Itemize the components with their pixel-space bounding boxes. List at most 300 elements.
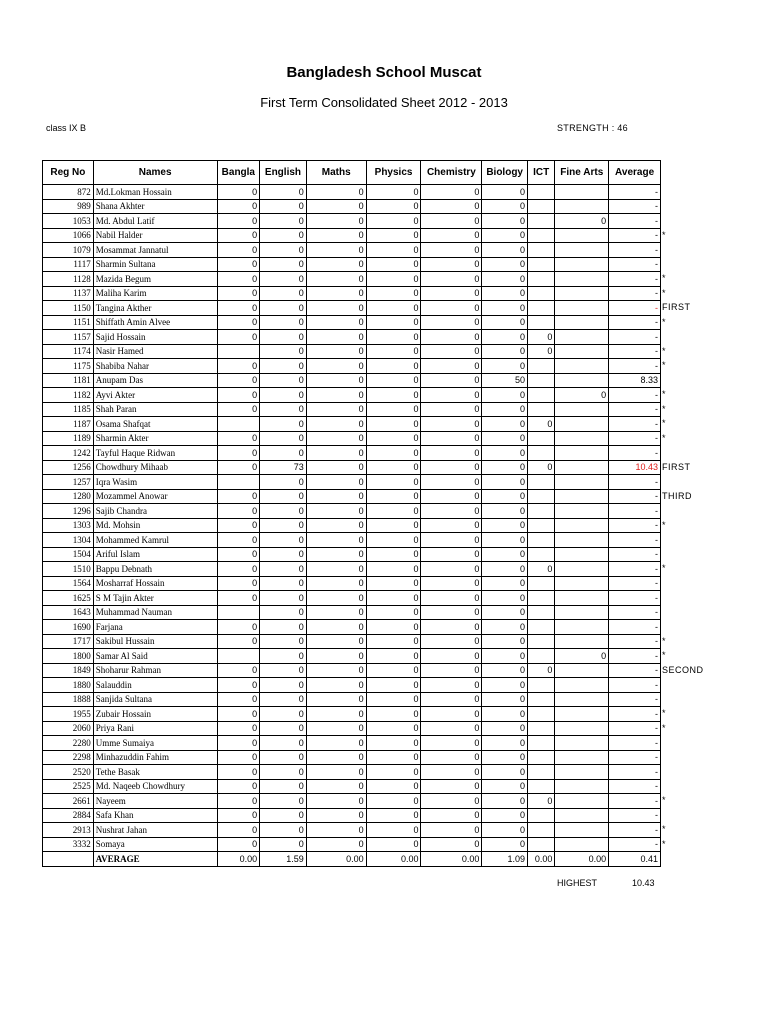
score-cell: 0 [421,620,482,635]
score-cell: 0 [421,446,482,461]
average-cell: - [609,634,661,649]
reg-no-cell: 1257 [43,475,94,490]
table-row [43,286,661,301]
score-cell: 0 [482,620,528,635]
average-row [43,852,661,867]
score-cell: 0 [217,634,260,649]
average-cell: - [609,736,661,751]
rank-note: FIRST [662,302,691,312]
class-label: class IX B [46,123,87,133]
rank-note: * [662,708,667,718]
average-value-cell [43,852,94,867]
score-cell: 0 [260,417,307,432]
score-cell: 0 [421,808,482,823]
score-cell: 0 [421,533,482,548]
score-cell: 0 [217,794,260,809]
score-cell: 0 [366,359,421,374]
score-cell [555,794,609,809]
rank-note: * [662,389,667,399]
score-cell: 0 [421,475,482,490]
score-cell: 0 [306,736,366,751]
average-cell: - [609,199,661,214]
score-cell [528,301,555,316]
student-name-cell: Tethe Basak [93,765,217,780]
score-cell: 0 [306,402,366,417]
score-cell: 0 [306,257,366,272]
score-cell: 0 [421,663,482,678]
score-cell: 0 [528,663,555,678]
score-cell: 0 [482,228,528,243]
reg-no-cell: 1510 [43,562,94,577]
score-cell: 0 [421,504,482,519]
score-cell: 0 [421,402,482,417]
table-row [43,402,661,417]
student-name-cell: Shana Akhter [93,199,217,214]
score-cell [555,837,609,852]
score-cell: 0 [306,692,366,707]
col-header-english: English [260,161,307,185]
score-cell: 0 [306,837,366,852]
score-cell: 0 [217,591,260,606]
score-cell: 0 [260,185,307,200]
score-cell [528,692,555,707]
score-cell: 0 [555,214,609,229]
table-row [43,272,661,287]
reg-no-cell: 1157 [43,330,94,345]
score-cell: 0 [421,765,482,780]
reg-no-cell: 1955 [43,707,94,722]
score-cell: 0 [528,794,555,809]
table-row [43,417,661,432]
score-cell: 0 [306,823,366,838]
score-cell: 0 [366,721,421,736]
reg-no-cell: 1181 [43,373,94,388]
rank-note: * [662,432,667,443]
score-cell: 0 [366,330,421,345]
score-cell [528,359,555,374]
score-cell: 50 [482,373,528,388]
reg-no-cell: 1888 [43,692,94,707]
rank-note: * [662,838,667,849]
average-cell: - [609,547,661,562]
rank-note: * [662,635,667,646]
score-cell [555,692,609,707]
score-cell: 0 [421,707,482,722]
average-cell: - [609,504,661,519]
score-cell: 0 [528,417,555,432]
student-name-cell: Md. Mohsin [93,518,217,533]
student-name-cell: Mazida Begum [93,272,217,287]
average-cell: 10.43 [609,460,661,475]
score-cell: 0 [421,330,482,345]
score-cell: 0 [306,620,366,635]
score-cell [528,837,555,852]
col-header-fine-arts: Fine Arts [555,161,609,185]
score-cell: 0 [306,489,366,504]
rank-note: THIRD [662,490,692,501]
score-cell [555,620,609,635]
score-cell: 0 [366,373,421,388]
score-cell [528,576,555,591]
rank-note: * [662,345,667,356]
score-cell: 0 [260,736,307,751]
rank-note: * [662,418,667,428]
score-cell: 0 [306,228,366,243]
average-cell: - [609,315,661,330]
score-cell: 0 [306,576,366,591]
highest-value: 10.43 [632,878,655,888]
average-value-cell: 0.00 [306,852,366,867]
score-cell [555,330,609,345]
table-row [43,504,661,519]
strength-label: STRENGTH : 46 [557,123,628,133]
score-cell: 0 [260,707,307,722]
average-cell: - [609,359,661,374]
score-cell [528,214,555,229]
score-cell: 0 [421,344,482,359]
score-cell: 0 [421,359,482,374]
score-cell [528,707,555,722]
student-name-cell: Sharmin Akter [93,431,217,446]
reg-no-cell: 1800 [43,649,94,664]
score-cell [555,605,609,620]
student-name-cell: Mozammel Anowar [93,489,217,504]
score-cell: 0 [217,779,260,794]
score-cell [555,634,609,649]
average-cell: - [609,228,661,243]
rank-note: * [662,360,667,370]
student-name-cell: Shah Paran [93,402,217,417]
score-cell: 0 [366,431,421,446]
score-cell: 0 [421,823,482,838]
average-cell: - [609,707,661,722]
table-row [43,823,661,838]
score-cell [555,286,609,301]
student-name-cell: Samar Al Said [93,649,217,664]
average-value-cell: 1.59 [260,852,307,867]
score-cell: 0 [366,591,421,606]
score-cell: 0 [366,634,421,649]
table-row [43,576,661,591]
average-cell: - [609,649,661,664]
score-cell: 0 [217,678,260,693]
score-cell: 0 [482,678,528,693]
score-cell: 0 [421,736,482,751]
score-cell: 0 [366,475,421,490]
score-cell [528,431,555,446]
student-name-cell: Ariful Islam [93,547,217,562]
score-cell: 0 [217,446,260,461]
score-cell [528,286,555,301]
reg-no-cell: 1151 [43,315,94,330]
score-cell [528,199,555,214]
reg-no-cell: 1717 [43,634,94,649]
score-cell: 0 [260,721,307,736]
table-row [43,634,661,649]
score-cell: 0 [366,605,421,620]
col-header-names: Names [93,161,217,185]
score-cell: 0 [366,620,421,635]
table-row [43,678,661,693]
score-cell: 0 [217,663,260,678]
reg-no-cell: 2280 [43,736,94,751]
score-cell: 0 [217,214,260,229]
student-name-cell: Ayvi Akter [93,388,217,403]
score-cell: 73 [260,460,307,475]
score-cell [555,402,609,417]
score-cell: 0 [366,344,421,359]
table-row [43,591,661,606]
rank-note: * [662,824,667,834]
score-cell [555,518,609,533]
score-cell: 0 [366,547,421,562]
score-cell: 0 [528,330,555,345]
reg-no-cell: 1504 [43,547,94,562]
table-row [43,214,661,229]
rank-note: FIRST [662,461,691,472]
score-cell: 0 [421,591,482,606]
score-cell: 0 [217,721,260,736]
table-row [43,330,661,345]
score-cell [528,765,555,780]
score-cell: 0 [421,257,482,272]
table-row [43,750,661,765]
student-name-cell: Bappu Debnath [93,562,217,577]
score-cell: 0 [217,576,260,591]
reg-no-cell: 1242 [43,446,94,461]
score-cell: 0 [260,620,307,635]
average-cell: - [609,286,661,301]
score-cell: 0 [421,417,482,432]
table-row [43,489,661,504]
score-cell: 0 [482,402,528,417]
score-cell [528,185,555,200]
score-cell [555,765,609,780]
reg-no-cell: 1643 [43,605,94,620]
score-cell: 0 [306,214,366,229]
score-cell: 0 [306,504,366,519]
score-cell [528,475,555,490]
score-cell: 0 [421,272,482,287]
score-cell [528,489,555,504]
school-title: Bangladesh School Muscat [286,64,482,81]
score-cell: 0 [217,388,260,403]
score-cell: 0 [260,634,307,649]
score-cell: 0 [260,591,307,606]
score-cell: 0 [260,779,307,794]
table-row [43,460,661,475]
table-row [43,446,661,461]
score-cell: 0 [482,518,528,533]
score-cell: 0 [482,243,528,258]
score-cell: 0 [260,431,307,446]
score-cell: 0 [306,315,366,330]
score-cell [555,301,609,316]
score-cell: 0 [421,562,482,577]
student-name-cell: Anupam Das [93,373,217,388]
score-cell: 0 [421,286,482,301]
reg-no-cell: 1053 [43,214,94,229]
score-cell: 0 [366,199,421,214]
score-cell: 0 [260,228,307,243]
score-cell: 0 [260,504,307,519]
results-table [42,160,661,867]
score-cell: 0 [306,765,366,780]
score-cell: 0 [306,649,366,664]
reg-no-cell: 1174 [43,344,94,359]
score-cell: 0 [366,243,421,258]
table-row [43,779,661,794]
score-cell: 0 [260,301,307,316]
student-name-cell: Nayeem [93,794,217,809]
score-cell [528,605,555,620]
score-cell: 0 [482,475,528,490]
table-row [43,475,661,490]
score-cell: 0 [482,431,528,446]
highest-label: HIGHEST [557,878,598,888]
score-cell [528,678,555,693]
student-name-cell: Md.Lokman Hossain [93,185,217,200]
score-cell [555,344,609,359]
score-cell: 0 [217,837,260,852]
score-cell: 0 [260,547,307,562]
col-header-bangla: Bangla [217,161,260,185]
table-row [43,692,661,707]
average-cell: - [609,692,661,707]
score-cell: 0 [421,721,482,736]
reg-no-cell: 1690 [43,620,94,635]
student-name-cell: Somaya [93,837,217,852]
score-cell: 0 [217,823,260,838]
score-cell: 0 [482,649,528,664]
student-name-cell: Sharmin Sultana [93,257,217,272]
score-cell: 0 [482,692,528,707]
average-cell: - [609,388,661,403]
score-cell [528,721,555,736]
table-row [43,388,661,403]
average-cell: - [609,591,661,606]
score-cell [528,649,555,664]
score-cell: 0 [217,272,260,287]
average-value-cell: 0.00 [217,852,260,867]
student-name-cell: Shoharur Rahman [93,663,217,678]
score-cell: 0 [217,547,260,562]
score-cell: 0 [366,649,421,664]
reg-no-cell: 1280 [43,489,94,504]
score-cell: 0 [528,460,555,475]
col-header-physics: Physics [366,161,421,185]
student-name-cell: Tangina Akther [93,301,217,316]
score-cell: 0 [260,359,307,374]
student-name-cell: Umme Sumaiya [93,736,217,751]
score-cell [555,446,609,461]
score-cell: 0 [421,634,482,649]
score-cell: 0 [366,736,421,751]
reg-no-cell: 3332 [43,837,94,852]
score-cell: 0 [421,431,482,446]
score-cell [555,533,609,548]
score-cell: 0 [366,707,421,722]
reg-no-cell: 2661 [43,794,94,809]
score-cell [528,373,555,388]
table-row [43,808,661,823]
score-cell: 0 [217,373,260,388]
reg-no-cell: 1128 [43,272,94,287]
average-cell: - [609,678,661,693]
score-cell [528,808,555,823]
score-cell: 0 [306,794,366,809]
score-cell [528,257,555,272]
score-cell [555,678,609,693]
score-cell [555,562,609,577]
score-cell: 0 [306,330,366,345]
score-cell: 0 [482,489,528,504]
table-row [43,765,661,780]
reg-no-cell: 1296 [43,504,94,519]
score-cell: 0 [421,779,482,794]
score-cell: 0 [306,518,366,533]
score-cell: 0 [217,286,260,301]
score-cell: 0 [482,301,528,316]
score-cell [217,344,260,359]
score-cell: 0 [260,330,307,345]
score-cell: 0 [217,330,260,345]
student-name-cell: Safa Khan [93,808,217,823]
score-cell [528,620,555,635]
score-cell [555,547,609,562]
average-cell: - [609,257,661,272]
table-row [43,518,661,533]
score-cell: 0 [482,663,528,678]
score-cell: 0 [217,359,260,374]
score-cell: 0 [421,373,482,388]
score-cell: 0 [260,286,307,301]
reg-no-cell: 2298 [43,750,94,765]
table-row [43,243,661,258]
average-value-cell: 0.00 [421,852,482,867]
average-cell: - [609,721,661,736]
table-row [43,605,661,620]
score-cell: 0 [366,765,421,780]
score-cell: 0 [366,417,421,432]
score-cell: 0 [260,199,307,214]
score-cell: 0 [260,518,307,533]
score-cell: 0 [217,460,260,475]
average-cell: - [609,576,661,591]
score-cell [528,736,555,751]
col-header-average: Average [609,161,661,185]
score-cell: 0 [482,446,528,461]
average-cell: - [609,402,661,417]
score-cell: 0 [421,460,482,475]
table-row [43,649,661,664]
score-cell: 0 [260,402,307,417]
score-cell: 0 [421,837,482,852]
rank-note: * [662,563,667,573]
score-cell: 0 [366,663,421,678]
average-cell: - [609,185,661,200]
score-cell: 0 [366,402,421,417]
score-cell [555,417,609,432]
score-cell: 0 [306,446,366,461]
score-cell: 0 [260,750,307,765]
score-cell: 0 [260,489,307,504]
score-cell [555,823,609,838]
score-cell: 0 [306,243,366,258]
score-cell: 0 [366,837,421,852]
score-cell [555,808,609,823]
score-cell [528,634,555,649]
